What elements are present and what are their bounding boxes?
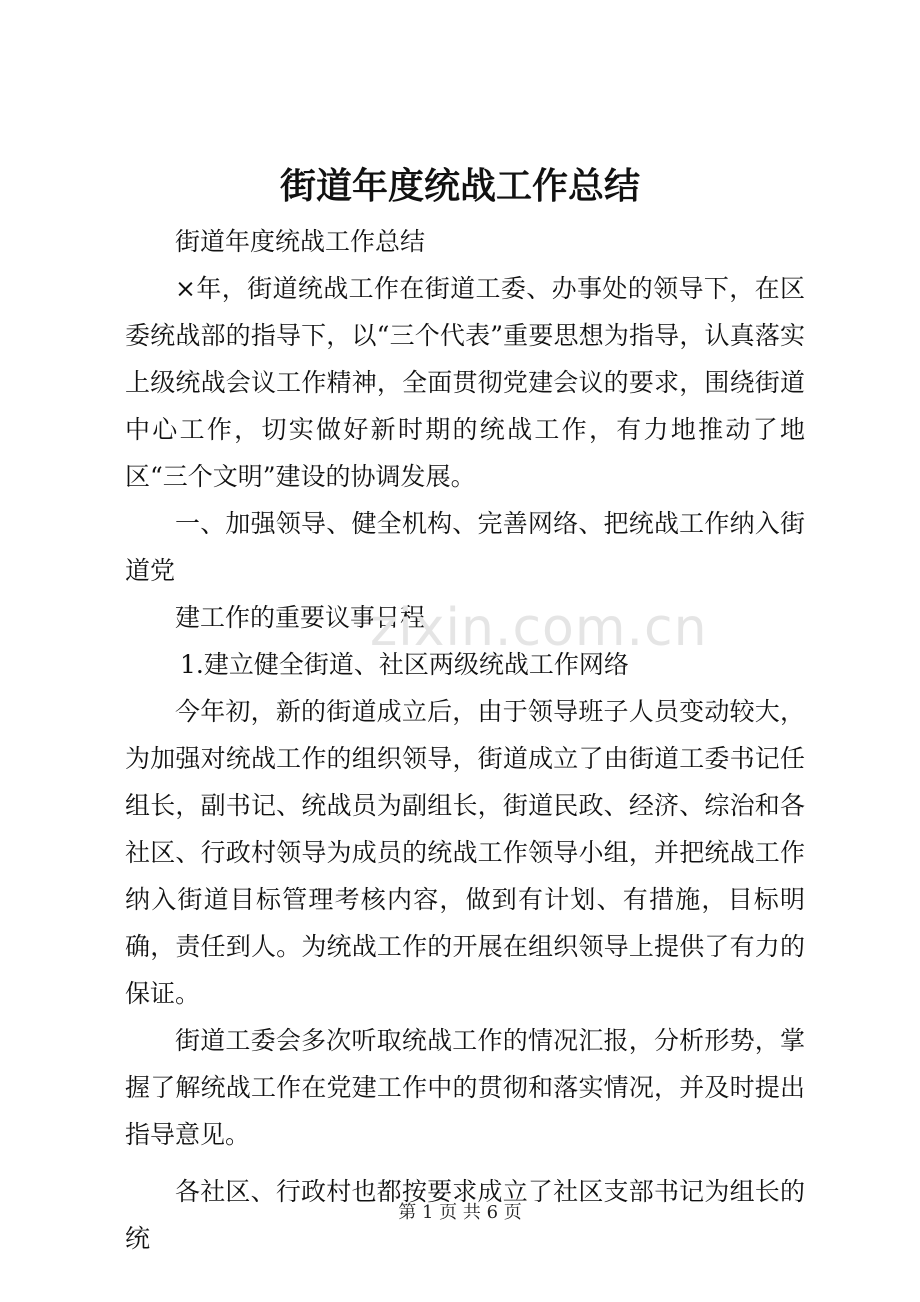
paragraph-reports: 街道工委会多次听取统战工作的情况汇报，分析形势，掌握了解统战工作在党建工作中的贯彻和落实情况，并及时提出指导意见。 (125, 1026, 805, 1149)
section-heading-1: 一、加强领导、健全机构、完善网络、把统战工作纳入街道党 (125, 509, 805, 585)
document-body (125, 218, 805, 1262)
paragraph-leadership: 今年初，新的街道成立后，由于领导班子人员变动较大，为加强对统战工作的组织领导，街道成立了由街道工委书记任组长，副书记、统战员为副组长，街道民政、经济、综治和各社区、行政村领导为成员的统战工作领导小组，并把统战工作纳入街道目标管理考核内容，做到有计划、有措施，目标明确，责任到人。为统战工作的开展在组织领导上提供了有力的保证。 (125, 697, 805, 1008)
paragraph-communities: 各社区、行政村也都按要求成立了社区支部书记为组长的统 (125, 1177, 805, 1253)
watermark-text: zixin.com.cn (370, 598, 708, 658)
section-heading-1-continued: 建工作的重要议事日程 (175, 603, 426, 632)
document-title: 街道年度统战工作总结 (279, 165, 640, 207)
paragraph-subtitle: 街道年度统战工作总结 (175, 227, 426, 256)
paragraph-intro: ×年，街道统战工作在街道工委、办事处的领导下，在区委统战部的指导下，以“三个代表”重要思想为指导，认真落实上级统战会议工作精神，全面贯彻党建会议的要求，围绕街道中心工作，切实做好新时期的统战工作，有力地推动了地区“三个文明”建设的协调发展。 (125, 274, 805, 491)
page-footer: 第 1 页 共 6 页 (398, 1202, 522, 1223)
subsection-heading-1: 1.建立健全街道、社区两级统战工作网络 (180, 650, 629, 679)
